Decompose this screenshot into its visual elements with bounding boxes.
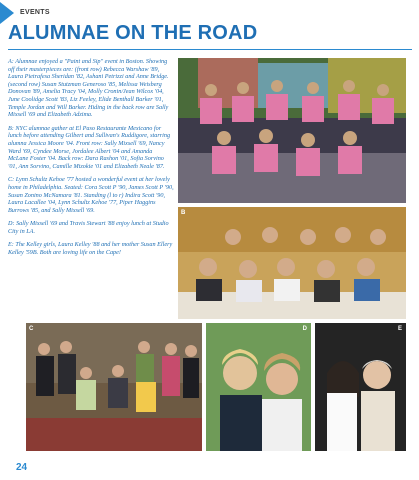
photo-b-nyc-lunch <box>178 207 406 319</box>
caption-a: A: Alumnae enjoyed a "Paint and Sip" event in Boston. Showing off their masterpieces are: (front row) Rebecca Warshaw '89, Laura Pietrafesa Sheridan '82, Ashani Petrizzi and Anne Bridge. (second row) Susan Stutzman Generoso '85, Melissa Weisberg Donovan '89, Amelia Tracy '04, Molly Cronin/Jean Wilcox '04, June Coolidge Scott '83, Liz Feeley, Elide Benthall Barker '01, Temple Jordan and Will Barker. Hiding in the back row are Sally Mixsell '69 and Elizabeth Adzima. <box>8 58 169 119</box>
photo-b-label: B <box>181 210 186 216</box>
photo-d-los-angeles-lunch <box>206 323 311 451</box>
section-label: EVENTS <box>20 9 50 16</box>
photo-c-philadelphia-event <box>26 323 202 451</box>
photo-e-cape-cod <box>315 323 406 451</box>
page-title: ALUMNAE ON THE ROAD <box>8 22 258 44</box>
caption-c: C: Lynn Schultz Kehoe '77 hosted a wonderful event at her lovely home in Philadelphia. Seated: Cora Scott P '90, James Scott P '90, Susan Zonino McNamara '81. Standing (l to r) Indira Scott '90, Laura Lacallee '04, Lynn Schultz Kehoe '77, Piper Haggins Burrows '85, and Sally Mixsell '69. <box>8 176 174 214</box>
page-number: 24 <box>16 462 28 473</box>
section-tab-marker <box>0 2 14 24</box>
photo-c-label: C <box>29 326 34 332</box>
photo-e-label: E <box>397 326 402 332</box>
caption-e: E: The Kelley girls, Laura Kelley '88 and her mother Susan Ellery Kelley '59B. Both are loving life on the Cape! <box>8 241 173 257</box>
title-rule <box>8 49 412 50</box>
caption-d: D: Sally Mixsell '69 and Travis Stewart '88 enjoy lunch at Studio City in LA. <box>8 220 169 235</box>
photo-d-label: D <box>302 326 307 332</box>
caption-b: B: NYC alumnae gather at El Paso Restaurante Mexicano for lunch before attending Gilbert and Sullivan's Ruddigore, starring alumna Jessica Moore '04. Front row: Sally Mixsell '69, Nancy Ward '69, Cyndee Morse, Jordalee Albert '04 and Amanda McLane Foster '04. Back row: Dara Rashon '01, Sofia Sorvino '01, Ann Sorvino, Camille Mizokie '01 and Elizabeth Neale '87. <box>8 124 171 170</box>
captions-column <box>8 58 174 263</box>
photo-a-boston-paint-and-sip <box>178 58 406 203</box>
